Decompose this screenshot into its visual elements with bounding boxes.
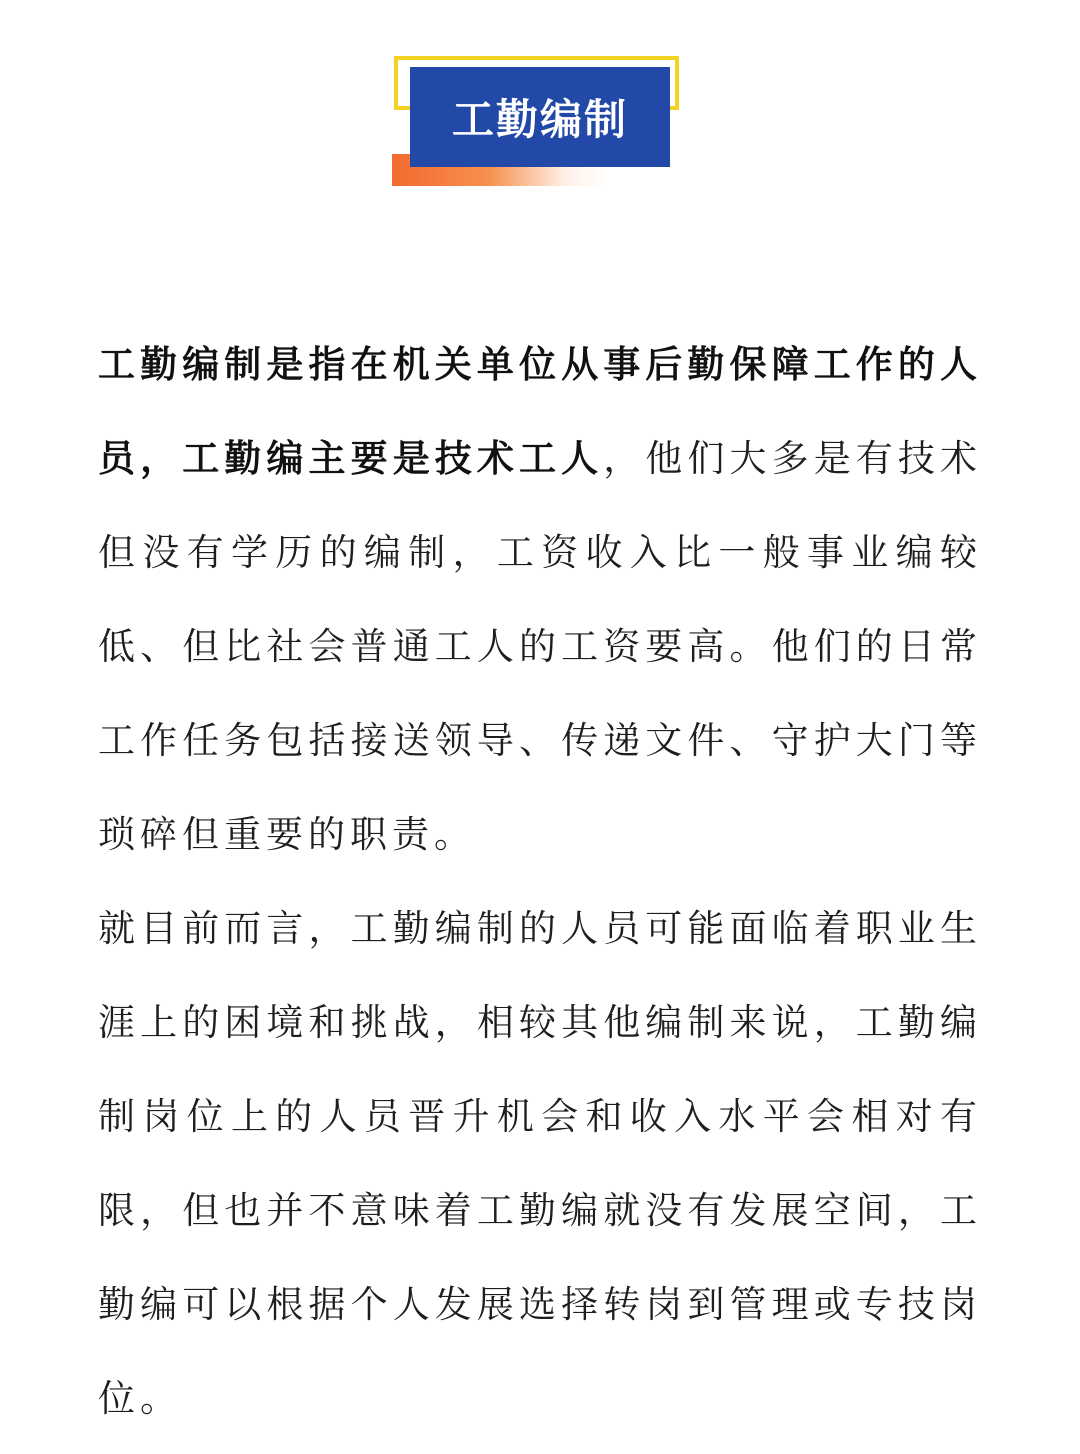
title-badge (392, 54, 692, 194)
paragraph-1-bold-lead: 工勤编制是指在机关单位从事后勤保障工作的人员，工勤编主要是技术工人 (98, 343, 982, 480)
paragraph-2: 就目前而言，工勤编制的人员可能面临着职业生涯上的困境和挑战，相较其他编制来说，工勤编制岗位上的人员晋升机会和收入水平会相对有限，但也并不意味着工勤编就没有发展空间，工勤编可以根据个人发展选择转岗到管理或专技岗位。 (98, 907, 982, 1420)
badge-box (410, 67, 670, 167)
paragraph-1 (98, 318, 982, 882)
paragraph-1-text: ，他们大多是有技术但没有学历的编制，工资收入比一般事业编较低、但比社会普通工人的工资要高。他们的日常工作任务包括接送领导、传递文件、守护大门等琐碎但重要的职责。 (98, 437, 983, 856)
article-body (98, 318, 982, 1446)
page-title: 工勤编制 (451, 95, 628, 144)
